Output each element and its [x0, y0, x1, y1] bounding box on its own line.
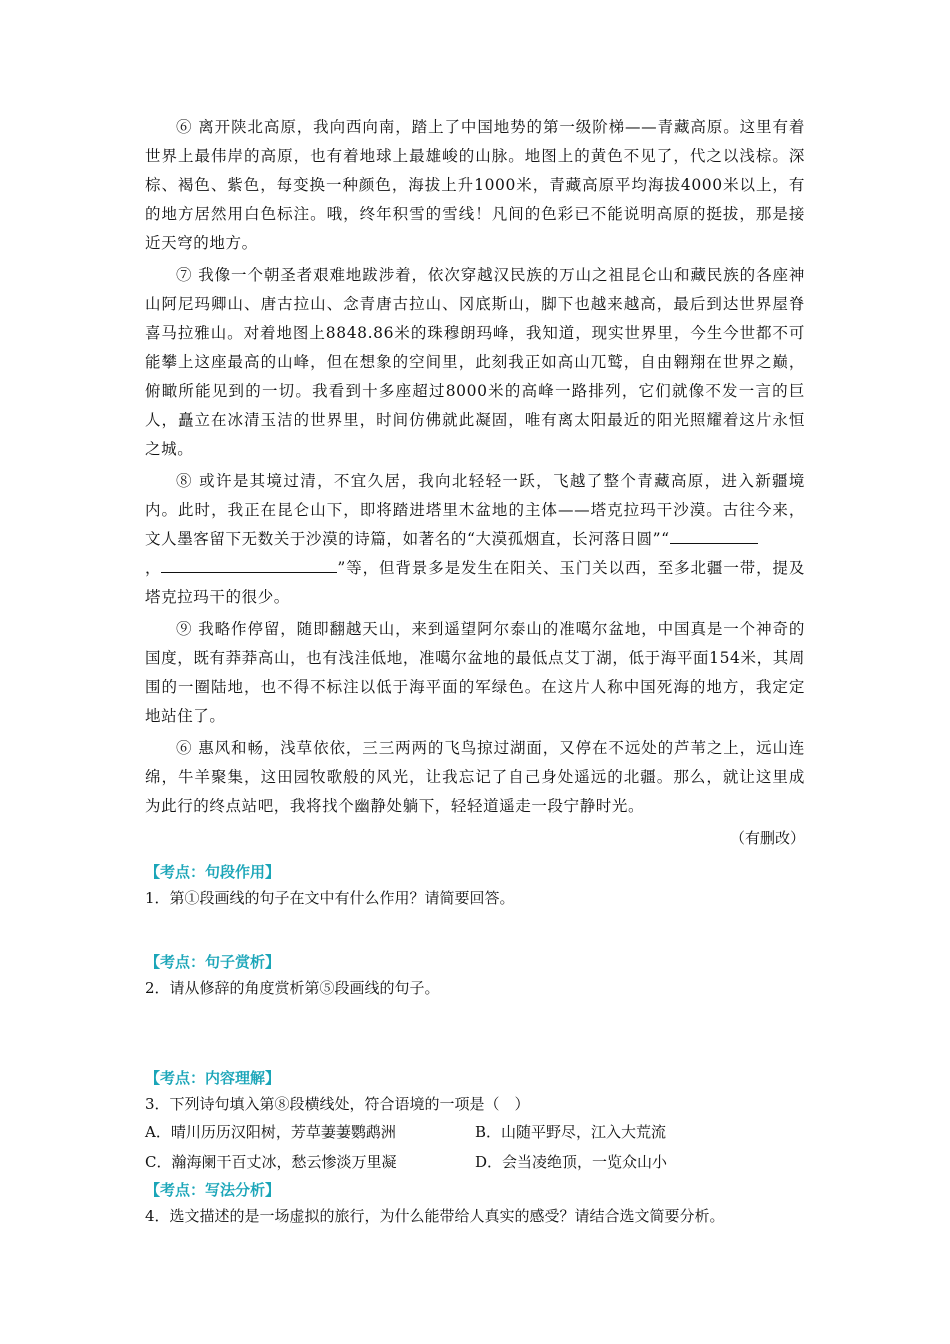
source-note: （有删改）: [729, 829, 805, 847]
option-b: B．山随平野尽，江入大荒流: [475, 1123, 667, 1141]
option-d: D．会当凌绝顶，一览众山小: [475, 1153, 668, 1171]
paragraph-8: [145, 467, 805, 612]
question-1: [145, 859, 805, 911]
question-4: [145, 1177, 805, 1229]
question-tag: 【考点：写法分析】: [145, 1181, 281, 1199]
fill-blank-2: [161, 556, 337, 573]
question-tag: 【考点：内容理解】: [145, 1069, 281, 1087]
paragraph-9: ⑨ 我略作停留，随即翻越天山，来到遥望阿尔泰山的准噶尔盆地，中国真是一个神奇的国度，既有莽莽高山，也有浅洼低地，准噶尔盆地的最低点艾丁湖，低于海平面154米，其周围的一圈陆地，也不得不标注以低于海平面的军绿色。在这片人称中国死海的地方，我定定地站住了。: [145, 620, 805, 725]
option-a: A．晴川历历汉阳树，芳草萋萋鹦鹉洲: [145, 1123, 396, 1141]
question-tag: 【考点：句段作用】: [145, 863, 281, 881]
answer-options: [145, 1117, 805, 1177]
option-c: C．瀚海阑干百丈冰，愁云惨淡万里凝: [145, 1153, 397, 1171]
paragraph-6: ⑥ 离开陕北高原，我向西向南，踏上了中国地势的第一级阶梯——青藏高原。这里有着世界上最伟岸的高原，也有着地球上最雄峻的山脉。地图上的黄色不见了，代之以浅棕。深棕、褐色、紫色，每变换一种颜色，海拔上升1000米，青藏高原平均海拔4000米以上，有的地方居然用白色标注。哦，终年积雪的雪线！凡间的色彩已不能说明高原的挺拔，那是接近天穹的地方。: [145, 118, 805, 252]
question-text: 1．第①段画线的句子在文中有什么作用？请简要回答。: [145, 889, 515, 907]
paragraph-8-text-3: ”等，但背景多是发生在阳关、玉门关以西，至多北疆一带，提及塔克拉玛干的很少。: [145, 559, 805, 606]
document-page: [145, 113, 805, 1229]
question-text: 4．选文描述的是一场虚拟的旅行，为什么能带给人真实的感受？请结合选文简要分析。: [145, 1207, 725, 1225]
question-text: 3．下列诗句填入第⑧段横线处，符合语境的一项是（ ）: [145, 1095, 530, 1113]
paragraph-8-text-1: ⑧ 或许是其境过清，不宜久居，我向北轻轻一跃，飞越了整个青藏高原，进入新疆境内。此时，我正在昆仑山下，即将踏进塔里木盆地的主体——塔克拉玛干沙漠。古往今来，文人墨客留下无数关于沙漠的诗篇，如著名的“大漠孤烟直，长河落日圆”“: [145, 472, 805, 548]
question-text: 2．请从修辞的角度赏析第⑤段画线的句子。: [145, 979, 440, 997]
question-2: [145, 949, 805, 1001]
paragraph-10: ⑥ 惠风和畅，浅草依依，三三两两的飞鸟掠过湖面，又停在不远处的芦苇之上，远山连绵，牛羊聚集，这田园牧歌般的风光，让我忘记了自己身处遥远的北疆。那么，就让这里成为此行的终点站吧，我将找个幽静处躺下，轻轻道遥走一段宁静时光。: [145, 739, 805, 815]
paragraph-8-text-2: ，: [145, 559, 162, 577]
fill-blank-1: [670, 527, 758, 544]
question-tag: 【考点：句子赏析】: [145, 953, 281, 971]
question-3: [145, 1065, 805, 1177]
paragraph-7: ⑦ 我像一个朝圣者艰难地跋涉着，依次穿越汉民族的万山之祖昆仑山和藏民族的各座神山阿尼玛卿山、唐古拉山、念青唐古拉山、冈底斯山，脚下也越来越高，最后到达世界屋脊喜马拉雅山。对着地图上8848.86米的珠穆朗玛峰，我知道，现实世界里，今生今世都不可能攀上这座最高的山峰，但在想象的空间里，此刻我正如高山兀鹫，自由翱翔在世界之巅，俯瞰所能见到的一切。我看到十多座超过8000米的高峰一路排列，它们就像不发一言的巨人，矗立在冰清玉洁的世界里，时间仿佛就此凝固，唯有离太阳最近的阳光照耀着这片永恒之城。: [145, 266, 805, 458]
